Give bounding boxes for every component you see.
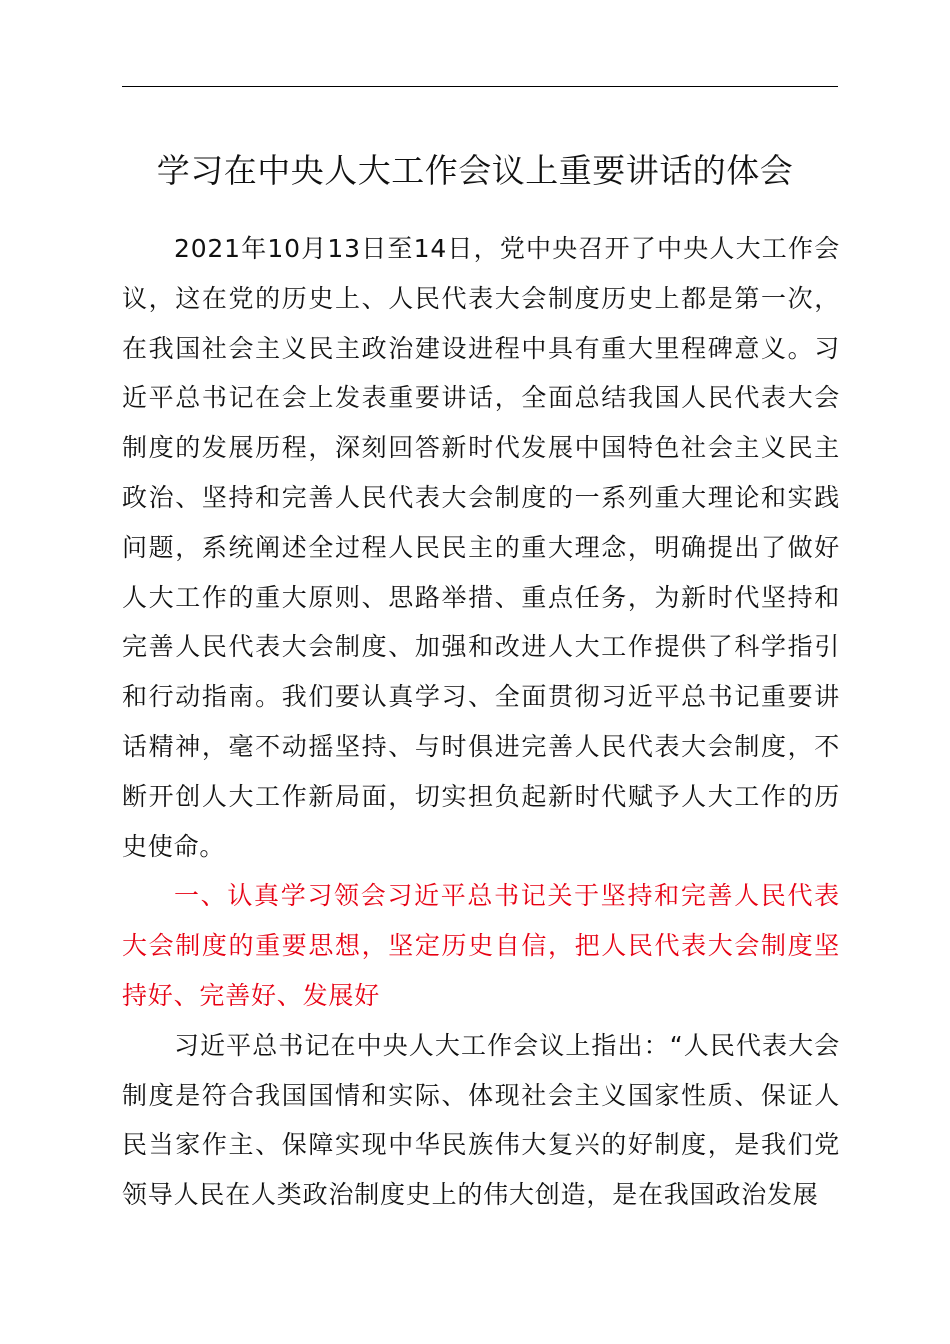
header-rule [122, 86, 838, 87]
document-title: 学习在中央人大工作会议上重要讲话的体会 [156, 151, 794, 190]
section-heading-1: 一、认真学习领会习近平总书记关于坚持和完善人民代表大会制度的重要思想，坚定历史自信，把人民代表大会制度坚持好、完善好、发展好 [122, 881, 840, 1010]
body-paragraph-section-1: 习近平总书记在中央人大工作会议上指出：“人民代表大会制度是符合我国国情和实际、体现社会主义国家性质、保证人民当家作主、保障实现中华民族伟大复兴的好制度，是我们党领导人民在人类政治制度史上的伟大创造，是在我国政治发展 [122, 1030, 840, 1210]
body-paragraph-intro: 2021年10月13日至14日，党中央召开了中央人大工作会议，这在党的历史上、人民代表大会制度历史上都是第一次，在我国社会主义民主政治建设进程中具有重大里程碑意义。习近平总书记在会上发表重要讲话，全面总结我国人民代表大会制度的发展历程，深刻回答新时代发展中国特色社会主义民主政治、坚持和完善人民代表大会制度的一系列重大理论和实践问题，系统阐述全过程人民民主的重大理念，明确提出了做好人大工作的重大原则、思路举措、重点任务，为新时代坚持和完善人民代表大会制度、加强和改进人大工作提供了科学指引和行动指南。我们要认真学习、全面贯彻习近平总书记重要讲话精神，毫不动摇坚持、与时俱进完善人民代表大会制度，不断开创人大工作新局面，切实担负起新时代赋予人大工作的历史使命。 [122, 234, 840, 861]
document-body [122, 224, 840, 1220]
